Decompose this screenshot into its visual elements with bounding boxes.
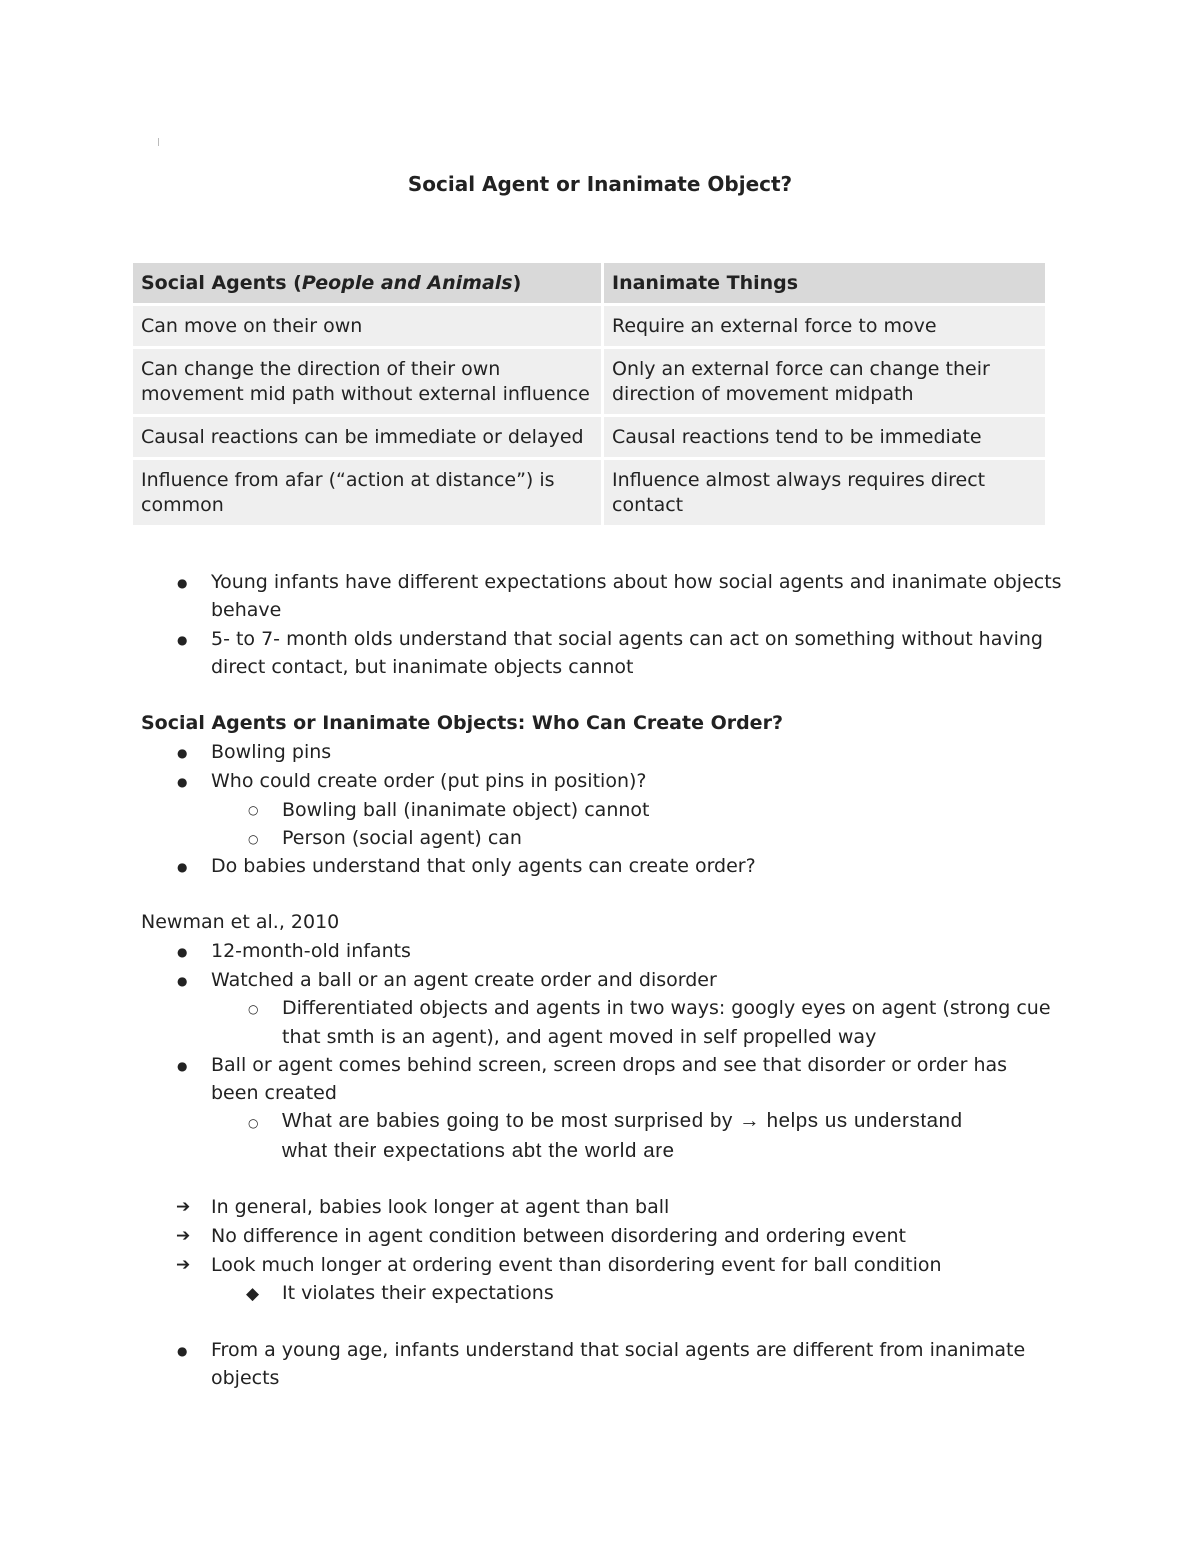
table-cell: Influence almost always requires direct contact — [604, 460, 1045, 525]
table-cell: Influence from afar (“action at distance”) is common — [133, 460, 601, 525]
header-social-agents: Social Agents (People and Animals) — [133, 263, 601, 303]
list-item: Do babies understand that only agents can create order? — [211, 855, 756, 877]
arrow-icon: ➔ — [176, 1255, 191, 1275]
list-item-continuation: behave — [211, 599, 282, 621]
bullet-circle-icon: ○ — [248, 832, 259, 846]
sub-result-item: It violates their expectations — [282, 1282, 554, 1304]
table-row — [133, 306, 1045, 346]
bullet-dot-icon: ● — [177, 775, 188, 789]
list-item: 12-month-old infants — [211, 940, 411, 962]
table-header-row — [133, 263, 1045, 303]
bullet-dot-icon: ● — [177, 746, 188, 760]
table-cell: Can change the direction of their own movement mid path without external influence — [133, 349, 601, 414]
list-item: Ball or agent comes behind screen, screen drops and see that disorder or order has — [211, 1054, 1008, 1076]
table-cell: Causal reactions tend to be immediate — [604, 417, 1045, 457]
sub-list-item: Person (social agent) can — [282, 827, 522, 849]
table-row — [133, 460, 1045, 525]
list-item: Watched a ball or an agent create order and disorder — [211, 969, 717, 991]
section-heading: Social Agents or Inanimate Objects: Who Can Create Order? — [141, 712, 783, 734]
sub-list-item: Bowling ball (inanimate object) cannot — [282, 799, 650, 821]
bullet-dot-icon: ● — [177, 1059, 188, 1073]
list-item: 5- to 7- month olds understand that social agents can act on something without having — [211, 628, 1043, 650]
table-cell: Can move on their own — [133, 306, 601, 346]
diamond-icon: ◆ — [246, 1284, 260, 1304]
bullet-dot-icon: ● — [177, 974, 188, 988]
list-item-continuation: been created — [211, 1082, 337, 1104]
comparison-table — [130, 260, 1048, 528]
list-item: From a young age, infants understand that social agents are different from inanimate — [211, 1339, 1026, 1361]
sub-list-item: What are babies going to be most surprised by → helps us understand — [282, 1109, 963, 1132]
bullet-dot-icon: ● — [177, 633, 188, 647]
bullet-circle-icon: ○ — [248, 1116, 259, 1130]
sub-list-item: Differentiated objects and agents in two ways: googly eyes on agent (strong cue — [282, 997, 1051, 1019]
margin-mark — [158, 138, 159, 146]
list-item: Young infants have different expectations about how social agents and inanimate objects — [211, 571, 1062, 593]
header-inanimate-things: Inanimate Things — [604, 263, 1045, 303]
table-row — [133, 349, 1045, 414]
bullet-circle-icon: ○ — [248, 1002, 259, 1016]
bullet-circle-icon: ○ — [248, 803, 259, 817]
sub-list-item-continuation: what their expectations abt the world are — [282, 1139, 675, 1162]
study-citation: Newman et al., 2010 — [141, 911, 340, 933]
table-cell: Require an external force to move — [604, 306, 1045, 346]
bullet-dot-icon: ● — [177, 860, 188, 874]
result-item: In general, babies look longer at agent than ball — [211, 1196, 670, 1218]
list-item: Who could create order (put pins in position)? — [211, 770, 647, 792]
sub-list-item-continuation: that smth is an agent), and agent moved in self propelled way — [282, 1026, 877, 1048]
list-item-continuation: direct contact, but inanimate objects cannot — [211, 656, 634, 678]
list-item-continuation: objects — [211, 1367, 280, 1389]
table-row — [133, 417, 1045, 457]
bullet-dot-icon: ● — [177, 945, 188, 959]
arrow-icon: ➔ — [176, 1197, 191, 1217]
result-item: No difference in agent condition between disordering and ordering event — [211, 1225, 906, 1247]
result-item: Look much longer at ordering event than disordering event for ball condition — [211, 1254, 942, 1276]
arrow-icon: ➔ — [176, 1226, 191, 1246]
list-item: Bowling pins — [211, 741, 332, 763]
table-cell: Only an external force can change their direction of movement midpath — [604, 349, 1045, 414]
bullet-dot-icon: ● — [177, 1344, 188, 1358]
page-title: Social Agent or Inanimate Object? — [407, 172, 793, 196]
bullet-dot-icon: ● — [177, 576, 188, 590]
table-cell: Causal reactions can be immediate or delayed — [133, 417, 601, 457]
